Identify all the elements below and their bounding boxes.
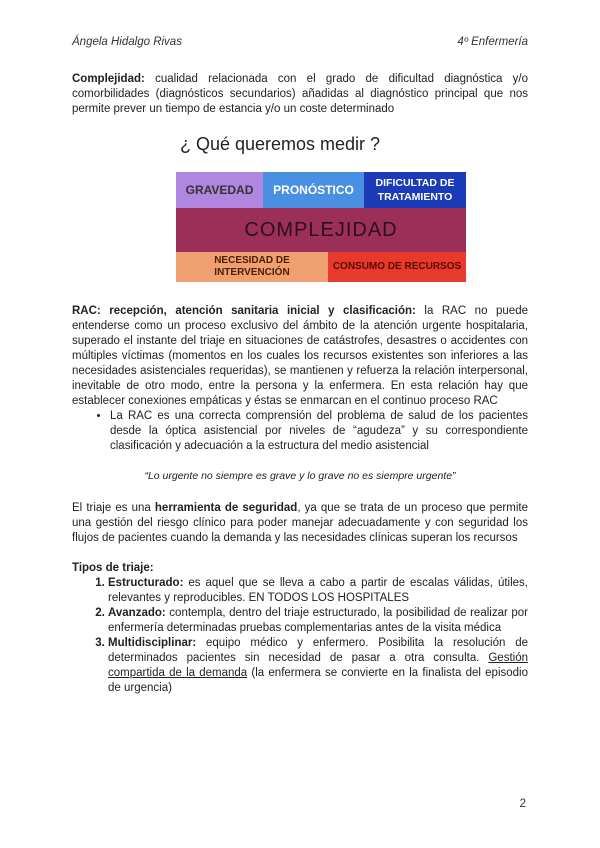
page-body xyxy=(72,72,528,696)
tipo-text: equipo médico y enfermero. Posibilita la resolución de determinados pacientes sin necesidad de pasar a otra consulta. xyxy=(108,637,528,664)
section-title: ¿ Qué queremos medir ? xyxy=(179,134,381,154)
page-number: 2 xyxy=(519,798,526,810)
tipos-list xyxy=(72,576,528,696)
tipo-term: Avanzado: xyxy=(108,607,166,619)
consumo-box: CONSUMO DE RECURSOS xyxy=(328,252,466,282)
rac-text: la RAC no puede entenderse como un proceso exclusivo del ámbito de la atención urgente hospitalaria, superado el instante del triaje en situaciones de catástrofes, desastres o accidentes con múltiples víctimas (momentos en los cuales los recursos existentes son inferiores a las necesidades asistenciales requeridas), se mantienen y refuerza la relación interpersonal, inevitable de otro modo, entre la persona y la enfermera. En esta relación hay que establecer conexiones empáticas y éstas se enmarcan en el continuo proceso RAC xyxy=(72,305,528,407)
graphic-top-row xyxy=(176,172,466,208)
complejidad-box: COMPLEJIDAD xyxy=(176,208,466,252)
rac-bullet-item: • La RAC es una correcta comprensión del problema de salud de los pacientes desde la óptica asistencial por niveles de “agudeza” y su correspondiente clasificación y adecuación a la estructura del medio asistencial xyxy=(110,409,528,454)
pronostico-box: PRONÓSTICO xyxy=(263,172,364,208)
complejidad-paragraph xyxy=(72,72,528,117)
header-author: Ángela Hidalgo Rivas xyxy=(72,36,182,48)
graphic-bottom-row xyxy=(176,252,466,282)
tipo-term: Estructurado: xyxy=(108,577,184,589)
gravedad-box: GRAVEDAD xyxy=(176,172,263,208)
tipo-after: (la enfermera se convierte en la finalista del episodio de urgencia) xyxy=(108,667,529,694)
tipo-text: contempla, dentro del triaje estructurado, la posibilidad de realizar por enfermería determinadas pruebas complementarias antes de la visita médica xyxy=(108,607,528,634)
complejidad-term: Complejidad: xyxy=(72,73,145,85)
triaje-bold: herramienta de seguridad xyxy=(154,502,298,514)
quote: “Lo urgente no siempre es grave y lo grave no es siempre urgente” xyxy=(144,470,456,482)
header-course: 4º Enfermería xyxy=(457,36,528,48)
tipo-underlined: Gestión compartida de la demanda xyxy=(108,652,528,679)
necesidad-box: NECESIDAD DE INTERVENCIÓN xyxy=(176,252,328,282)
dificultad-box: DIFICULTAD DE TRATAMIENTO xyxy=(364,172,466,208)
tipo-text: es aquel que se lleva a cabo a partir de escalas válidas, útiles, relevantes y reproducibles. EN TODOS LOS HOSPITALES xyxy=(108,577,528,604)
complejidad-text: cualidad relacionada con el grado de dificultad diagnóstica y/o comorbilidades (diagnósticos secundarios) añadidas al diagnóstico principal que nos permite prever un tiempo de estancia y/o un coste determinado xyxy=(72,73,528,115)
triaje-pre: El triaje es una xyxy=(72,502,155,514)
tipo-item xyxy=(108,636,528,696)
tipo-item xyxy=(108,576,528,606)
tipo-item xyxy=(108,606,528,636)
rac-bullets xyxy=(72,409,528,454)
rac-term: RAC: recepción, atención sanitaria inicial y clasificación: xyxy=(72,305,416,317)
triaje-post: , ya que se trata de un proceso que permite una gestión del riesgo clínico para poder manejar adecuadamente y con seguridad los flujos de pacientes cuando la demanda y las necesidades clínicas superan los recursos xyxy=(72,502,528,544)
rac-paragraph xyxy=(72,304,528,409)
complejidad-graphic xyxy=(176,172,466,282)
graphic-middle-row xyxy=(176,208,466,252)
triaje-paragraph xyxy=(72,501,528,546)
tipos-heading: Tipos de triaje: xyxy=(72,562,154,574)
tipo-term: Multidisciplinar: xyxy=(108,637,197,649)
